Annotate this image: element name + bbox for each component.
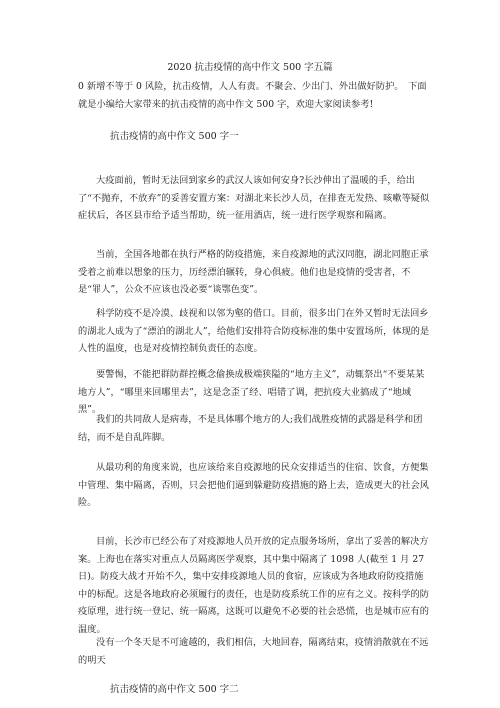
intro-paragraph: 0 新增不等于 0 风险，抗击疫情，人人有责。不聚会、少出门、外出做好防护。 下面就是小编给大家带来的抗击疫情的高中作文 500 字，欢迎大家阅读参考! bbox=[78, 81, 427, 110]
document-title: 2020 抗击疫情的高中作文 500 字五篇 bbox=[167, 62, 333, 73]
body-paragraph-7: 目前，长沙市已经公布了对疫源地人员开放的定点服务场所，拿出了妥善的解决方案。上海也在落实对重点人员隔离医学观察，其中集中隔离了 1098 人(截至 1 月 27 日)。防疫大战才开始不久，集中安排疫源地人员的食宿，应该成为各地政府防疫措施中的标配。这是各地政府必须履行的责任，也是防疫系统工作的应有之义。按科学的防疫原理，进行统一登记、统一隔离，这既可以避免不必要的社会恐慌，也是城市应有的温度。 bbox=[78, 536, 430, 635]
body-paragraph-6: 从最功利的角度来说，也应该给来自疫源地的民众安排适当的住宿、饮食，方便集中管理、集中隔离，否则，只会把他们逼到躲避防疫措施的路上去，造成更大的社会风险。 bbox=[78, 462, 430, 508]
section-heading-1: 抗击疫情的高中作文 500 字一 bbox=[110, 131, 239, 142]
body-paragraph-3: 科学防疫不是冷漠、歧视和以邻为壑的借口。目前，很多出门在外又暂时无法回乡的湖北人成为了“漂泊的湖北人”，给他们安排符合防疫标准的集中安置场所，体现的是人性的温度，也是对疫情控制负责任的态度。 bbox=[78, 308, 430, 354]
body-paragraph-1: 大疫面前，暂时无法回到家乡的武汉人该如何安身?长沙伸出了温暖的手，给出了“不抛弃，不放弃”的妥善安置方案：对湖北来长沙人员，在排查无发热、咳嗽等疑似症状后，各区县市给予适当帮助，统一征用酒店，统一进行医学观察和隔离。 bbox=[78, 175, 430, 221]
body-paragraph-2: 当前，全国各地都在执行严格的防疫措施，来自疫源地的武汉同胞，湖北同胞正承受着之前难以想象的压力，历经漂泊辗转，身心俱疲。他们也是疫情的受害者，不是“罪人”，公众不应该也没必要“谈鄂色变”。 bbox=[78, 249, 429, 295]
body-paragraph-8: 没有一个冬天是不可逾越的，我们相信，大地回春，隔离结束，疫情消散就在不远的明天 bbox=[78, 637, 429, 666]
body-paragraph-4: 要警惕，不能把群防群控概念偷换成极端狭隘的“地方主义”，动辄祭出“不要某某地方人”，“哪里来回哪里去”，这是念歪了经、唱错了调，把抗疫大业搞成了“地域黑”。 bbox=[78, 369, 425, 415]
section-heading-2: 抗击疫情的高中作文 500 字二 bbox=[110, 684, 239, 695]
body-paragraph-5: 我们的共同敌人是病毒，不是具体哪个地方的人;我们战胜疫情的武器是科学和团结，而不是自乱阵脚。 bbox=[78, 414, 423, 443]
